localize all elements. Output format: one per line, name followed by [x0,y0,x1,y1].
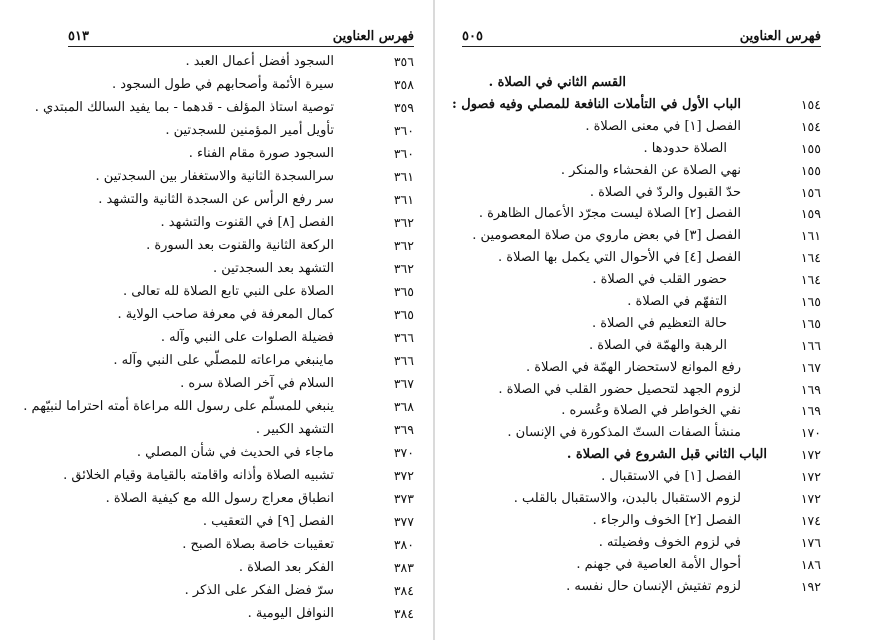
toc-entry [451,94,821,116]
toc-title: الفصل [٨] في القنوت والتشهد . [160,215,334,230]
toc-page-number: ١٥٦ [800,184,821,200]
toc-entry [462,532,821,554]
toc-entry [34,96,414,119]
toc-page-number: ١٥٥ [800,162,821,178]
left-page-number: ٥١٣ [68,29,89,44]
toc-title: نفي الخواطر في الصلاة وعُسره . [561,403,741,419]
toc-page-number: ١٦٤ [800,250,821,266]
toc-entry [48,211,414,234]
toc-page-number: ٣٦٩ [393,422,414,437]
toc-title: لزوم تفتيش الإنسان حال نفسه . [566,578,741,594]
toc-title: فضيلة الصلوات على النبي وآله . [160,330,334,345]
toc-entry [462,510,821,532]
toc-page-number: ٣٦٥ [393,307,414,322]
toc-entry [48,303,414,326]
right-page-number: ٥٠٥ [462,29,483,44]
toc-entry [462,576,821,598]
toc-entry [462,116,821,138]
toc-entry [462,203,821,225]
toc-entry [48,533,414,556]
toc-page-number: ٣٧٧ [393,514,414,529]
toc-page-number: ٣٧٢ [393,468,414,483]
toc-entry [48,487,414,510]
toc-title: الفصل [٤] في الأحوال التي يكمل بها الصلاة . [498,250,741,266]
toc-title: انطباق معراج رسول الله مع كيفية الصلاة . [105,491,334,506]
toc-title: السلام في آخر الصلاة سره . [180,376,334,391]
toc-page-number: ٣٦٢ [393,238,414,253]
toc-entry [462,444,821,466]
toc-page-number: ٣٨٣ [393,560,414,575]
toc-page-number: ١٥٤ [800,97,821,112]
toc-title: في لزوم الخوف وفضيلته . [598,534,741,550]
toc-page-number: ١٩٢ [800,578,821,594]
toc-title: تشبيه الصلاة وأذانه واقامته بالقيامة وقيام الخلائق . [63,468,334,483]
toc-page-number: ١٨٦ [800,556,821,572]
toc-title: سرّ فضل الفكر على الذكر . [184,583,334,598]
toc-title: سرالسجدة الثانية والاستغفار بين السجدتين . [95,169,334,184]
toc-title: الفصل [١] في الاستقبال . [601,469,741,485]
toc-entry [48,257,414,280]
toc-entry [462,269,821,291]
right-page-header [462,28,821,44]
toc-title: ماجاء في الحديث في شأن المصلي . [136,445,334,460]
toc-page-number: ٣٦٠ [393,146,414,161]
toc-entry [48,280,414,303]
toc-title: الصلاة على النبي تابع الصلاة لله تعالى . [122,284,334,299]
toc-entry [462,379,821,401]
toc-entry [462,422,821,444]
toc-page-number: ٣٦١ [393,192,414,207]
toc-title: الفصل [٩] في التعقيب . [202,514,334,529]
toc-entry [23,395,414,418]
toc-page-number: ٣٨٤ [393,606,414,621]
left-toc-list [23,50,414,625]
toc-title: التفهّم في الصلاة . [627,294,727,310]
toc-page-number: ١٦٩ [800,381,821,397]
toc-title: أحوال الأمة العاصية في جهنم . [576,556,741,572]
toc-page-number: ١٦١ [800,228,821,244]
toc-page-number: ١٦٦ [800,337,821,353]
toc-page-number: ٣٦٢ [393,215,414,230]
toc-title: الرهبة والهمّة في الصلاة . [589,337,727,353]
toc-entry [48,602,414,625]
toc-entry [462,313,821,335]
toc-page-number: ٣٥٨ [393,77,414,92]
toc-title: الباب الثاني قبل الشروع في الصلاة . [566,447,767,463]
toc-entry [48,142,414,165]
toc-page-number: ١٦٩ [800,403,821,419]
toc-page-number: ٣٦١ [393,169,414,184]
toc-entry [48,326,414,349]
toc-entry [48,50,414,73]
toc-entry [48,441,414,464]
toc-entry [48,234,414,257]
toc-page-number: ٣٥٩ [393,100,414,115]
toc-page-number: ١٧٠ [800,425,821,441]
toc-title: الفصل [٣] في بعض ماروي من صلاة المعصومين . [472,228,741,244]
toc-page-number: ٣٧٠ [393,445,414,460]
toc-title: السجود صورة مقام الفناء . [188,146,334,161]
toc-page-number: ١٥٩ [800,206,821,222]
toc-title: ينبغي للمسلّم على رسول الله مراعاة أمته احتراما لنبيّهم . [23,399,334,414]
toc-page-number: ١٦٥ [800,294,821,310]
toc-page-number: ٣٦٠ [393,123,414,138]
toc-title: الفكر بعد الصلاة . [238,560,334,575]
toc-entry [48,119,414,142]
toc-entry [462,247,821,269]
section-heading: القسم الثاني في الصلاة . [488,75,626,90]
toc-page-number: ٣٦٢ [393,261,414,276]
toc-title: نهي الصلاة عن الفحشاء والمنكر . [560,162,741,178]
toc-title: النوافل اليومية . [247,606,334,621]
toc-entry [48,349,414,372]
toc-title: لزوم الاستقبال بالبدن، والاستقبال بالقلب . [513,491,741,507]
toc-entry [48,418,414,441]
toc-title: سر رفع الرأس عن السجدة الثانية والتشهد . [98,192,334,207]
toc-title: الفصل [٢] الصلاة ليست مجرّد الأعمال الظاهرة . [478,206,741,222]
toc-entry [462,554,821,576]
toc-page-number: ١٧٢ [800,447,821,463]
toc-page-number: ٣٦٥ [393,284,414,299]
toc-page-number: ٣٦٨ [393,399,414,414]
toc-entry [48,510,414,533]
toc-page-number: ٣٨٠ [393,537,414,552]
toc-page-number: ٣٨٤ [393,583,414,598]
right-page [435,0,869,640]
toc-entry [462,182,821,204]
toc-entry [48,464,414,487]
left-header-rule [68,46,414,47]
toc-title: التشهد الكبير . [255,422,334,437]
toc-title: الفصل [١] في معنى الصلاة . [585,118,741,134]
toc-title: الركعة الثانية والقنوت بعد السورة . [146,238,334,253]
left-page-header [68,28,414,44]
left-header-title: فهرس العناوين [332,29,414,44]
toc-entry [462,357,821,379]
toc-page-number: ٣٥٦ [393,54,414,69]
toc-page-number: ٣٦٧ [393,376,414,391]
toc-title: رفع الموانع لاستحضار الهمّة في الصلاة . [526,359,741,375]
toc-page-number: ٣٧٣ [393,491,414,506]
toc-page-number: ١٧٤ [800,512,821,528]
toc-title: كمال المعرفة في معرفة صاحب الولاية . [117,307,334,322]
toc-entry [462,466,821,488]
toc-title: السجود أفضل أعمال العبد . [185,54,334,69]
toc-title: توصية استاذ المؤلف - قدهما - بما يفيد السالك المبتدي . [34,100,334,115]
toc-title: سيرة الأئمة وأصحابهم في طول السجود . [111,77,334,92]
toc-entry [48,165,414,188]
left-page [0,0,434,640]
toc-page-number: ٣٦٦ [393,353,414,368]
toc-entry [462,138,821,160]
toc-title: حالة التعظيم في الصلاة . [591,315,727,331]
toc-entry [48,556,414,579]
toc-page-number: ١٦٥ [800,315,821,331]
toc-page-number: ١٥٥ [800,140,821,156]
toc-title: تعقيبات خاصة بصلاة الصبح . [182,537,334,552]
toc-page-number: ١٧٢ [800,491,821,507]
toc-page-number: ١٥٤ [800,118,821,134]
toc-page-number: ١٧٢ [800,469,821,485]
toc-title: منشأ الصفات الستّ المذكورة في الإنسان . [507,425,741,441]
toc-title: التشهد بعد السجدتين . [213,261,334,276]
toc-title: الصلاة حدودها . [643,140,727,156]
toc-title: الفصل [٢] الخوف والرجاء . [592,512,741,528]
toc-entry [462,335,821,357]
toc-entry [48,372,414,395]
toc-entry [48,73,414,96]
toc-title: لزوم الجهد لتحصيل حضور القلب في الصلاة . [498,381,741,397]
toc-entry [462,291,821,313]
toc-entry [48,579,414,602]
right-header-title: فهرس العناوين [739,29,821,44]
toc-entry [462,160,821,182]
toc-title: حضور القلب في الصلاة . [592,272,727,288]
right-header-rule [462,46,821,47]
right-toc-list [451,72,821,597]
toc-entry [462,400,821,422]
toc-title: تأويل أمير المؤمنين للسجدتين . [165,123,334,138]
toc-title: الباب الأول في التأملات النافعة للمصلي وفيه فصول : [451,97,741,112]
toc-page-number: ١٦٤ [800,272,821,288]
toc-page-number: ١٦٧ [800,359,821,375]
toc-page-number: ١٧٦ [800,534,821,550]
toc-title: حدّ القبول والردّ في الصلاة . [589,184,741,200]
toc-entry [462,488,821,510]
toc-page-number: ٣٦٦ [393,330,414,345]
toc-entry [462,225,821,247]
toc-title: ماينبغي مراعاته للمصلّي على النبي وآله . [113,353,334,368]
toc-entry [48,188,414,211]
